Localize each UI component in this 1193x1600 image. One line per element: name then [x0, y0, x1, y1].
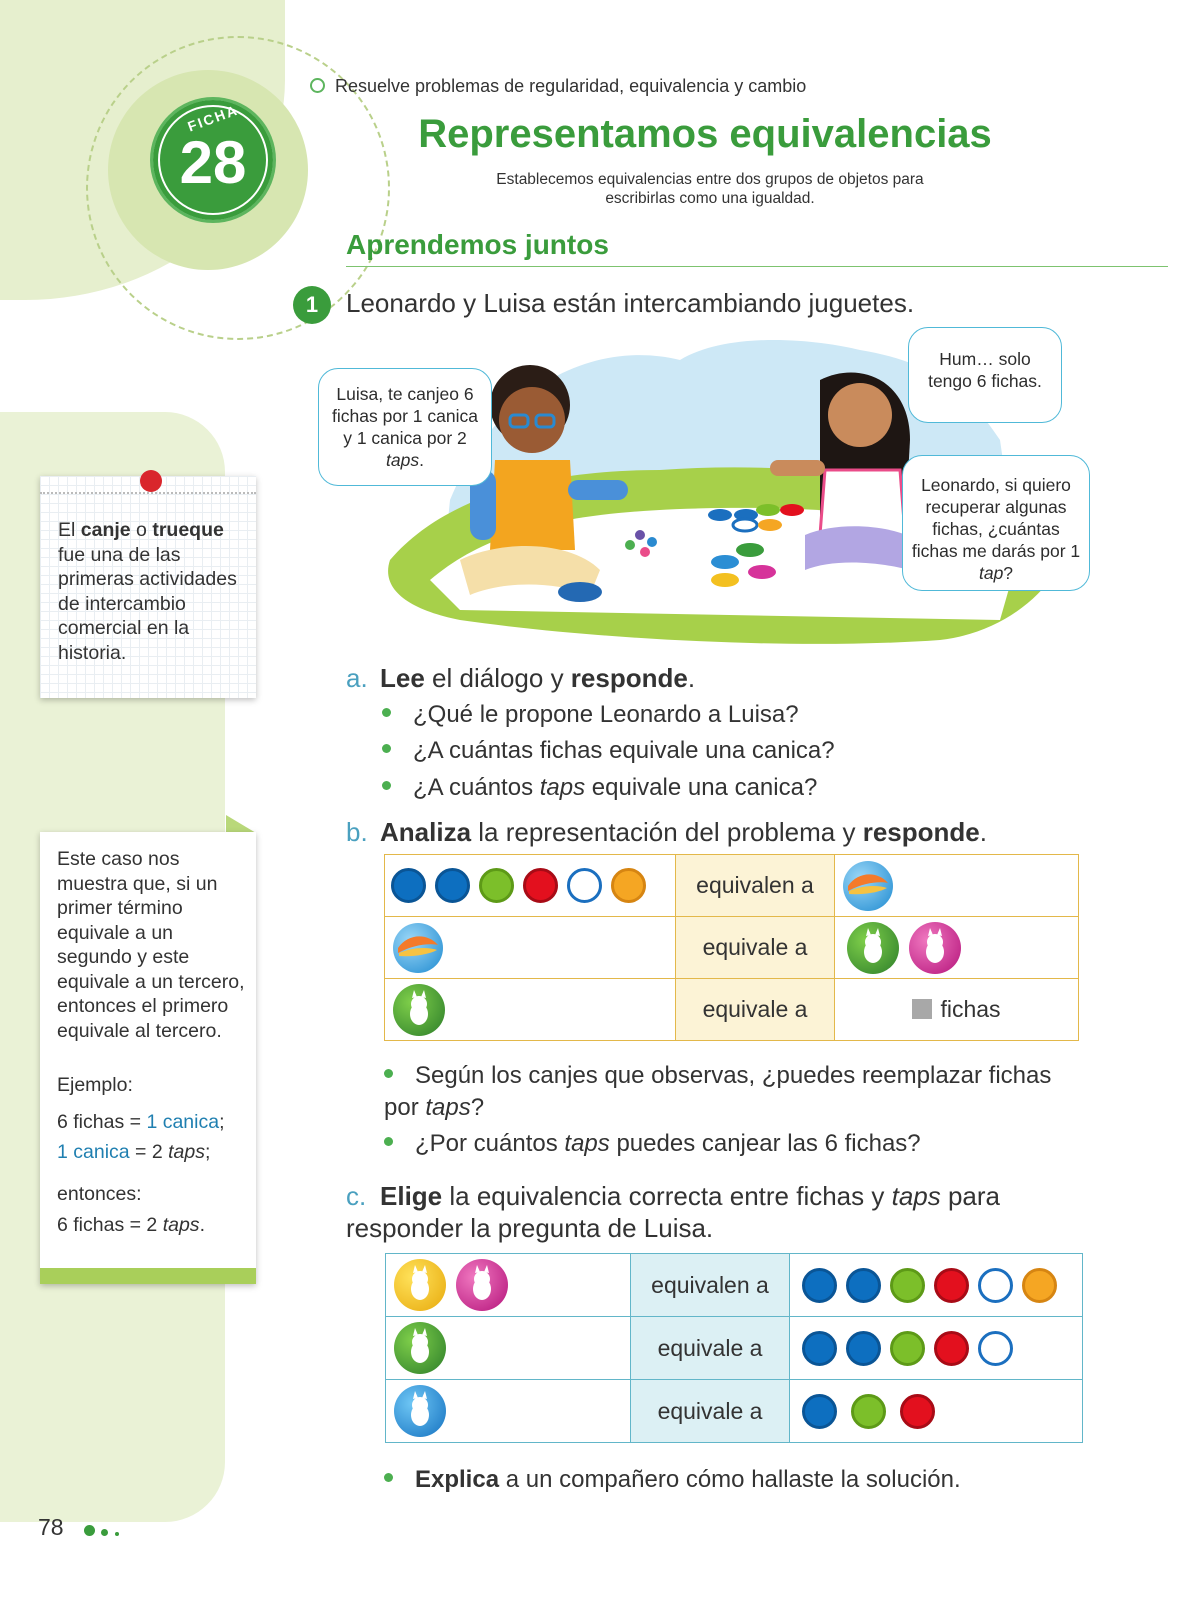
- relation-cell: equivalen a: [676, 855, 835, 917]
- speech-bubble-luisa-1: [908, 327, 1062, 423]
- note-example-3: 6 fichas = 2 taps.: [57, 1214, 205, 1236]
- speech-bubble-leonardo: Luisa, te canjeo 6 fichas por 1 canica y 1 canica por 2 taps.: [318, 368, 492, 486]
- chip-red: [934, 1268, 969, 1303]
- row-right-answer: [835, 979, 1079, 1041]
- page-title: Representamos equivalencias: [418, 112, 992, 156]
- answer-blank[interactable]: [912, 999, 932, 1019]
- relation-cell: equivale a: [631, 1380, 790, 1443]
- table-row[interactable]: [386, 1317, 1083, 1380]
- row-left-tap: [386, 1317, 631, 1380]
- part-c-final: Explica a un compañero cómo hallaste la solución.: [384, 1466, 961, 1494]
- ficha-label: FICHA: [185, 101, 241, 135]
- chip-orange: [1022, 1268, 1057, 1303]
- bubble-luisa-1-text: Hum… solo tengo 6 fichas.: [928, 349, 1042, 391]
- relation-cell: equivale a: [631, 1317, 790, 1380]
- tap-blue-icon: [394, 1385, 446, 1437]
- tap-green-icon: [847, 922, 899, 974]
- note-tab-corner: [226, 815, 256, 833]
- competency-line: [310, 76, 806, 97]
- chip-blue: [846, 1331, 881, 1366]
- row-left-chips: [385, 855, 676, 917]
- bubble-luisa-2-text: Leonardo, si quiero recuperar algunas fichas, ¿cuántas fichas me darás por 1: [911, 475, 1081, 561]
- chip-white: [567, 868, 602, 903]
- chip-blue: [435, 868, 470, 903]
- chip-white: [978, 1331, 1013, 1366]
- subtitle-line2: escribirlas como una igualdad.: [605, 190, 815, 207]
- note-transitivity: [40, 832, 256, 1284]
- note-transitivity-body: Este caso nos muestra que, si un primer término equivale a un segundo y este equivale a un tercero, entonces el primero equivale al tercero.: [57, 848, 245, 1042]
- marble-icon: [393, 923, 443, 973]
- row-right-taps: [835, 917, 1079, 979]
- part-b-question-2: ¿Por cuántos taps puedes canjear las 6 fichas?: [384, 1130, 921, 1158]
- chip-red: [934, 1331, 969, 1366]
- bubble-leonardo-italic: taps: [386, 450, 420, 470]
- relation-cell: equivale a: [676, 979, 835, 1041]
- equivalence-table-b: [384, 854, 1079, 1041]
- chip-orange: [611, 868, 646, 903]
- chip-blue: [846, 1268, 881, 1303]
- chip-blue: [391, 868, 426, 903]
- ficha-badge: [150, 97, 276, 223]
- chip-red: [900, 1394, 935, 1429]
- marble-icon: [843, 861, 893, 911]
- chip-green: [890, 1268, 925, 1303]
- chip-white: [978, 1268, 1013, 1303]
- row-left-taps: [386, 1254, 631, 1317]
- chip-green: [890, 1331, 925, 1366]
- part-a-heading: a. Lee el diálogo y responde.: [346, 663, 696, 693]
- note-canje-text: El canje o trueque fue una de las primeras actividades de intercambio comercial en la historia.: [58, 519, 237, 664]
- row-left-tap: [386, 1380, 631, 1443]
- note-canje-binding: [40, 480, 256, 494]
- note-example-1: 6 fichas = 1 canica;: [57, 1111, 225, 1133]
- chip-blue: [802, 1331, 837, 1366]
- bubble-luisa-2-italic: tap: [978, 563, 1004, 583]
- chip-green: [851, 1394, 886, 1429]
- problem-statement: Leonardo y Luisa están intercambiando juguetes.: [346, 288, 915, 318]
- row-left-tap: [385, 979, 676, 1041]
- bubble-leonardo-text: Luisa, te canjeo 6 fichas por 1 canica y 1 canica por 2: [332, 384, 478, 448]
- page-subtitle: [440, 170, 980, 208]
- part-a-question-3: ¿A cuántos taps equivale una canica?: [382, 774, 817, 802]
- part-b-question-1: Según los canjes que observas, ¿puedes reemplazar fichas por taps?: [384, 1062, 1052, 1121]
- note-ejemplo-label: Ejemplo:: [57, 1074, 133, 1096]
- subtitle-line1: Establecemos equivalencias entre dos grupos de objetos para: [496, 171, 924, 188]
- chip-green: [479, 868, 514, 903]
- table-row: [385, 917, 1079, 979]
- note-canje: [40, 476, 256, 698]
- chip-blue: [802, 1394, 837, 1429]
- tap-green-icon: [393, 984, 445, 1036]
- speech-bubble-luisa-2: Leonardo, si quiero recuperar algunas fichas, ¿cuántas fichas me darás por 1 tap?: [902, 455, 1090, 591]
- tap-pink-icon: [456, 1259, 508, 1311]
- row-right-chips: [790, 1317, 1083, 1380]
- chip-blue: [802, 1268, 837, 1303]
- note-example-2: 1 canica = 2 taps;: [57, 1141, 211, 1163]
- row-right-chips: [790, 1380, 1083, 1443]
- part-a-question-1: ¿Qué le propone Leonardo a Luisa?: [382, 701, 799, 729]
- relation-cell: equivale a: [676, 917, 835, 979]
- ring-icon: [310, 78, 325, 93]
- row-left-marble: [385, 917, 676, 979]
- page-number: 78: [38, 1514, 119, 1542]
- row-right-marble: [835, 855, 1079, 917]
- row-right-chips: [790, 1254, 1083, 1317]
- tap-yellow-icon: [394, 1259, 446, 1311]
- chip-red: [523, 868, 558, 903]
- fichas-label: fichas: [940, 996, 1001, 1022]
- tap-pink-icon: [909, 922, 961, 974]
- page-dots-icon: [84, 1515, 119, 1542]
- table-row: [385, 979, 1079, 1041]
- part-a-question-2: ¿A cuántas fichas equivale una canica?: [382, 737, 835, 765]
- note-bottom-band: [40, 1268, 256, 1284]
- section-divider: [346, 266, 1168, 267]
- table-row[interactable]: [386, 1380, 1083, 1443]
- part-c-heading: c. Elige la equivalencia correcta entre fichas y taps para responder la pregunta de Luisa.: [346, 1181, 1001, 1243]
- competency-text: Resuelve problemas de regularidad, equivalencia y cambio: [335, 76, 807, 96]
- problem-number: 1: [293, 286, 331, 324]
- table-row: [385, 855, 1079, 917]
- part-b-heading: b. Analiza la representación del problema y responde.: [346, 817, 987, 847]
- note-entonces: entonces:: [57, 1183, 142, 1205]
- tap-green-icon: [394, 1322, 446, 1374]
- table-row[interactable]: [386, 1254, 1083, 1317]
- section-heading: Aprendemos juntos: [346, 229, 609, 260]
- ficha-number: 28: [179, 129, 247, 196]
- equivalence-table-c: [385, 1253, 1083, 1443]
- relation-cell: equivalen a: [631, 1254, 790, 1317]
